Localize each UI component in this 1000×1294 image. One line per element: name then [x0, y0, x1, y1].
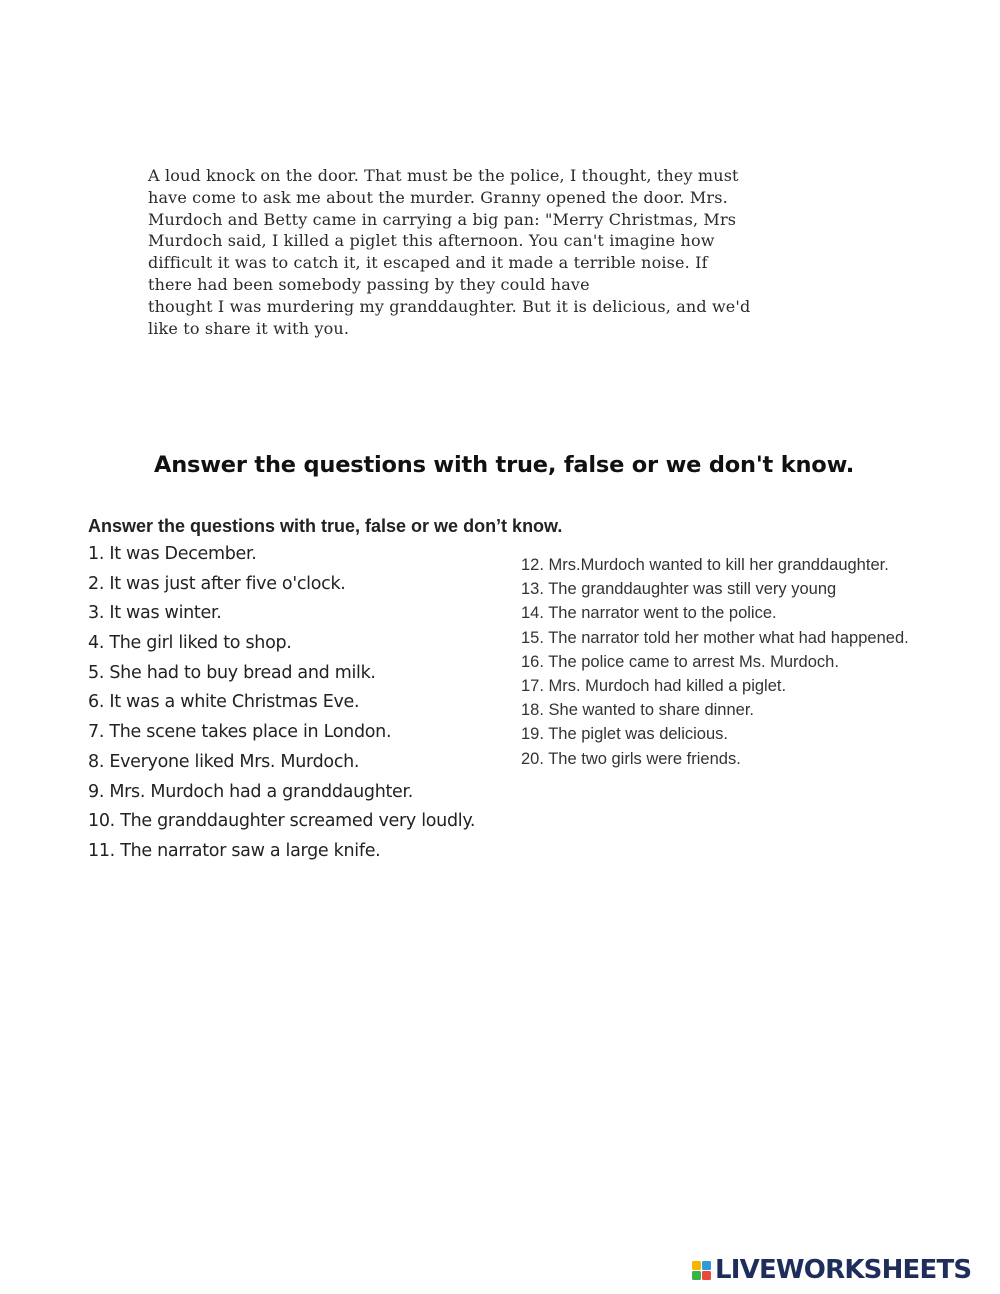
- logo-square: [692, 1271, 701, 1280]
- question-item: 10. The granddaughter screamed very loudly.: [88, 811, 476, 832]
- question-item: 20. The two girls were friends.: [521, 749, 741, 768]
- passage-line: Murdoch said, I killed a piglet this afternoon. You can't imagine how: [148, 231, 715, 251]
- question-item: 8. Everyone liked Mrs. Murdoch.: [88, 751, 360, 772]
- passage-line: like to share it with you.: [148, 318, 350, 338]
- question-item: 2. It was just after five o'clock.: [88, 573, 346, 594]
- passage-line: Murdoch and Betty came in carrying a big pan: "Merry Christmas, Mrs: [148, 209, 737, 229]
- passage-line: A loud knock on the door. That must be the police, I thought, they must: [148, 166, 739, 185]
- page-title: Answer the questions with true, false or we don't know.: [154, 452, 855, 478]
- passage-line: have come to ask me about the murder. Granny opened the door. Mrs.: [148, 187, 728, 207]
- logo-mark-icon: [692, 1261, 711, 1280]
- story-passage: [148, 165, 828, 339]
- question-item: 14. The narrator went to the police.: [521, 604, 777, 623]
- question-item: 17. Mrs. Murdoch had killed a piglet.: [521, 677, 787, 696]
- question-item: 13. The granddaughter was still very young: [521, 580, 837, 599]
- question-list-left: [88, 540, 508, 867]
- passage-line: there had been somebody passing by they could have: [148, 274, 590, 294]
- question-item: 6. It was a white Christmas Eve.: [88, 692, 360, 713]
- passage-line: difficult it was to catch it, it escaped and it made a terrible noise. If: [148, 253, 708, 273]
- question-item: 9. Mrs. Murdoch had a granddaughter.: [88, 781, 414, 802]
- logo-text: LIVEWORKSHEETS: [715, 1255, 972, 1285]
- question-item: 15. The narrator told her mother what had happened.: [521, 628, 909, 647]
- question-item: 19. The piglet was delicious.: [521, 725, 728, 744]
- question-item: 4. The girl liked to shop.: [88, 633, 292, 654]
- question-item: 5. She had to buy bread and milk.: [88, 662, 376, 683]
- question-item: 7. The scene takes place in London.: [88, 722, 392, 743]
- liveworksheets-logo: [692, 1255, 971, 1285]
- logo-square: [702, 1271, 711, 1280]
- logo-square: [702, 1261, 711, 1270]
- worksheet-subheading: Answer the questions with true, false or we don’t know.: [88, 516, 563, 536]
- question-item: 11. The narrator saw a large knife.: [88, 840, 381, 861]
- logo-square: [692, 1261, 701, 1270]
- question-list-right: [521, 553, 921, 771]
- question-item: 16. The police came to arrest Ms. Murdoch.: [521, 652, 839, 671]
- question-item: 3. It was winter.: [88, 603, 222, 624]
- passage-line: thought I was murdering my granddaughter. But it is delicious, and we'd: [148, 296, 751, 316]
- question-item: 12. Mrs.Murdoch wanted to kill her granddaughter.: [521, 556, 889, 574]
- question-item: 18. She wanted to share dinner.: [521, 701, 754, 720]
- question-item: 1. It was December.: [88, 544, 257, 564]
